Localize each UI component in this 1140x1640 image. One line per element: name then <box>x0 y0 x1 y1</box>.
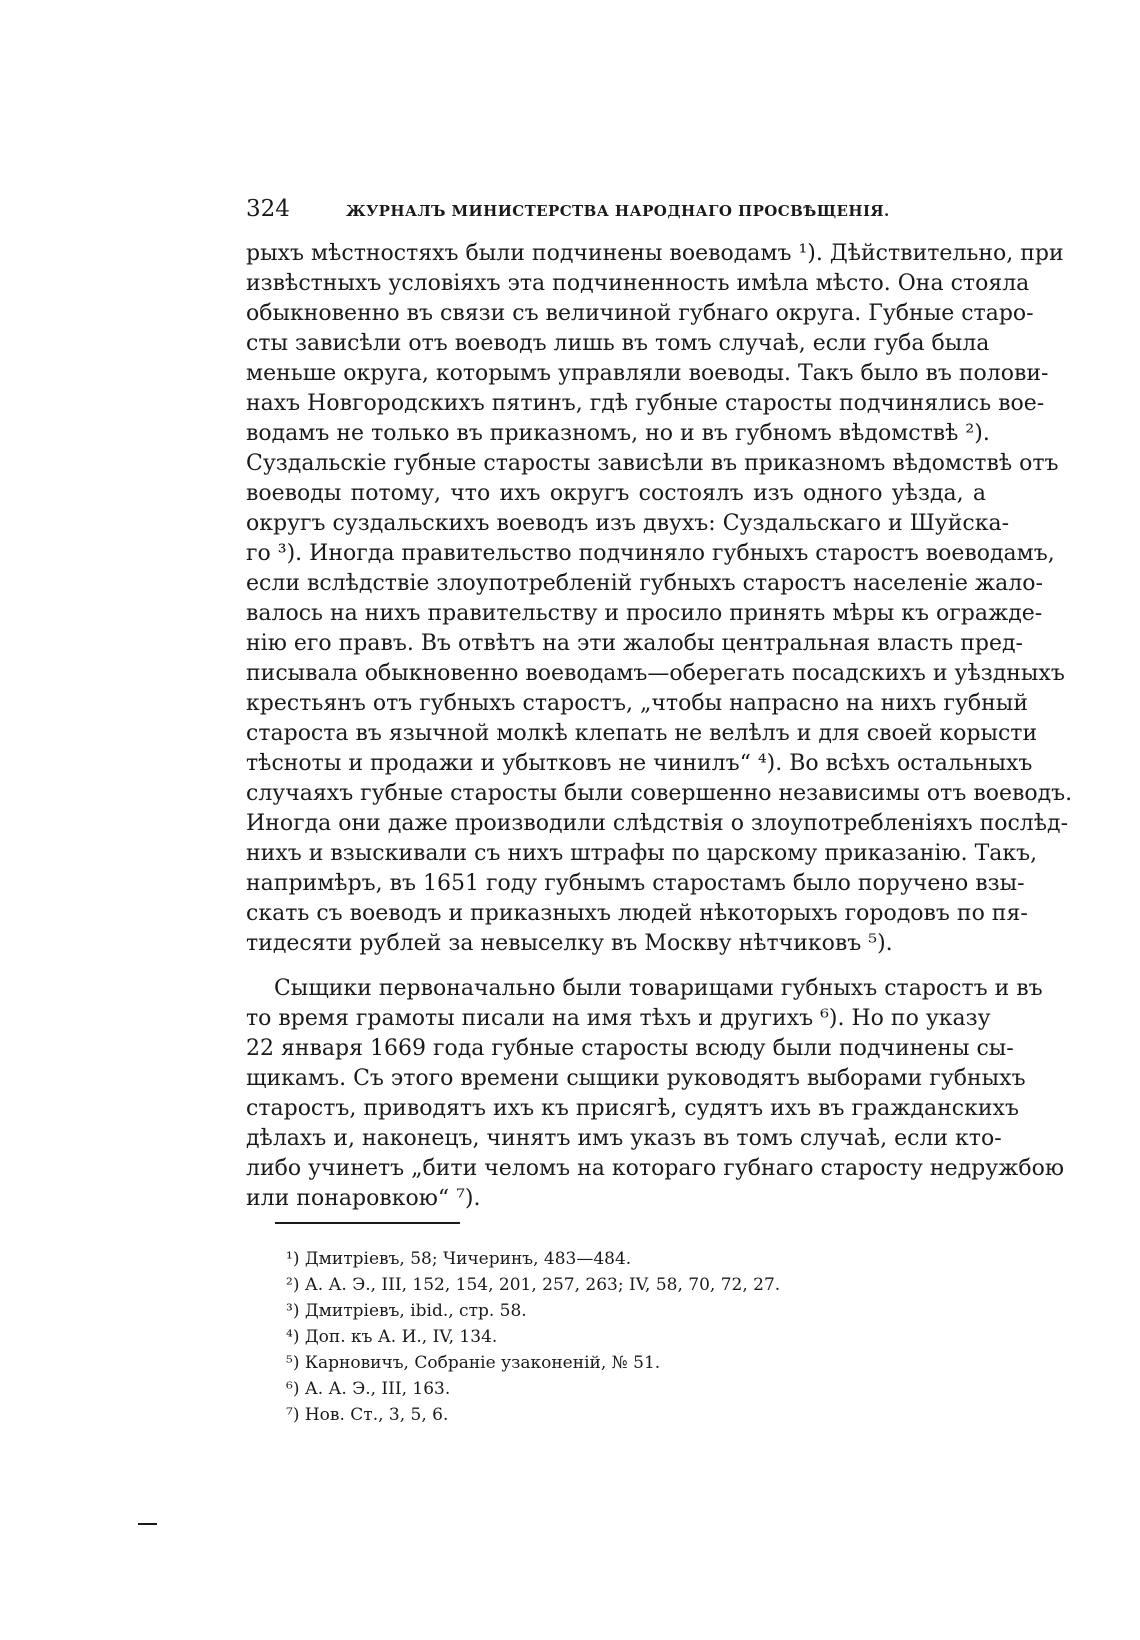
body-line: тѣсноты и продажи и убытковъ не чинилъ“ ⁴). Во всѣхъ остальныхъ <box>246 751 1033 776</box>
body-line: Сыщики первоначально были товарищами губныхъ старостъ и въ <box>246 976 1043 1001</box>
body-line: нихъ и взыскивали съ нихъ штрафы по царскому приказанію. Такъ, <box>246 841 1038 866</box>
body-line: 22 января 1669 года губные старосты всюду были подчинены сы- <box>246 1036 1014 1061</box>
body-line: дѣлахъ и, наконецъ, чинятъ имъ указъ въ томъ случаѣ, если кто- <box>246 1126 1002 1151</box>
body-line: крестьянъ отъ губныхъ старостъ, „чтобы напрасно на нихъ губный <box>246 691 1028 716</box>
footnote: ⁶) А. А. Э., III, 163. <box>286 1379 451 1399</box>
body-line: извѣстныхъ условіяхъ эта подчиненность имѣла мѣсто. Она стояла <box>246 271 1030 296</box>
body-line: меньше округа, которымъ управляли воеводы. Такъ было въ полови- <box>246 361 1049 386</box>
body-line: случаяхъ губные старосты были совершенно независимы отъ воеводъ. <box>246 781 1073 806</box>
footnote: ¹) Дмитріевъ, 58; Чичеринъ, 483—484. <box>286 1249 632 1269</box>
margin-mark <box>138 1523 157 1525</box>
body-line: сты зависѣли отъ воеводъ лишь въ томъ случаѣ, если губа была <box>246 331 990 356</box>
body-line: нію его правъ. Въ отвѣтъ на эти жалобы центральная власть пред- <box>246 631 1023 656</box>
footnote: ⁴) Доп. къ А. И., IV, 134. <box>286 1327 498 1347</box>
body-line: го ³). Иногда правительство подчиняло губныхъ старостъ воеводамъ, <box>246 541 1055 566</box>
body-line: Иногда они даже производили слѣдствія о злоупотребленіяхъ послѣд- <box>246 811 1069 836</box>
running-title: ЖУРНАЛЪ МИНИСТЕРСТВА НАРОДНАГО ПРОСВѢЩЕНІЯ. <box>346 202 890 220</box>
page-number: 324 <box>246 196 290 222</box>
footnote-divider <box>275 1222 460 1224</box>
body-line: либо учинетъ „бити челомъ на котораго губнаго старосту недружбою <box>246 1156 1065 1181</box>
body-line: или понаровкою“ ⁷). <box>246 1186 481 1211</box>
body-line: воеводы потому, что ихъ округъ состоялъ изъ одного уѣзда, а <box>246 481 986 506</box>
body-line: напримѣръ, въ 1651 году губнымъ старостамъ было поручено взы- <box>246 871 1025 896</box>
body-line: валось на нихъ правительству и просило принять мѣры къ огражде- <box>246 601 1043 626</box>
body-line: староста въ язычной молкѣ клепать не велѣлъ и для своей корысти <box>246 721 1038 746</box>
body-line: щикамъ. Съ этого времени сыщики руководятъ выборами губныхъ <box>246 1066 1026 1091</box>
body-line: старостъ, приводятъ ихъ къ присягѣ, судятъ ихъ въ гражданскихъ <box>246 1096 1019 1121</box>
body-line: скать съ воеводъ и приказныхъ людей нѣкоторыхъ городовъ по пя- <box>246 901 1028 926</box>
body-line: то время грамоты писали на имя тѣхъ и другихъ ⁶). Но по указу <box>246 1006 991 1031</box>
body-line: рыхъ мѣстностяхъ были подчинены воеводамъ ¹). Дѣйствительно, при <box>246 241 1064 266</box>
footnote: ²) А. А. Э., III, 152, 154, 201, 257, 263; IV, 58, 70, 72, 27. <box>286 1275 781 1295</box>
footnote: ⁵) Карновичъ, Собраніе узаконеній, № 51. <box>286 1353 661 1373</box>
body-line: тидесяти рублей за невыселку въ Москву нѣтчиковъ ⁵). <box>246 931 893 956</box>
body-line: водамъ не только въ приказномъ, но и въ губномъ вѣдомствѣ ²). <box>246 421 990 446</box>
footnote: ³) Дмитріевъ, ibid., стр. 58. <box>286 1301 527 1321</box>
body-line: Суздальскіе губные старосты зависѣли въ приказномъ вѣдомствѣ отъ <box>246 451 1059 476</box>
body-line: округъ суздальскихъ воеводъ изъ двухъ: Суздальскаго и Шуйска- <box>246 511 1010 536</box>
body-line: обыкновенно въ связи съ величиной губнаго округа. Губные старо- <box>246 301 1034 326</box>
page-header <box>246 196 986 228</box>
footnote: ⁷) Нов. Ст., 3, 5, 6. <box>286 1405 449 1425</box>
body-line: нахъ Новгородскихъ пятинъ, гдѣ губные старосты подчинялись вое- <box>246 391 1045 416</box>
body-line: если вслѣдствіе злоупотребленій губныхъ старостъ населеніе жало- <box>246 571 1043 596</box>
body-line: писывала обыкновенно воеводамъ—оберегать посадскихъ и уѣздныхъ <box>246 661 1065 686</box>
